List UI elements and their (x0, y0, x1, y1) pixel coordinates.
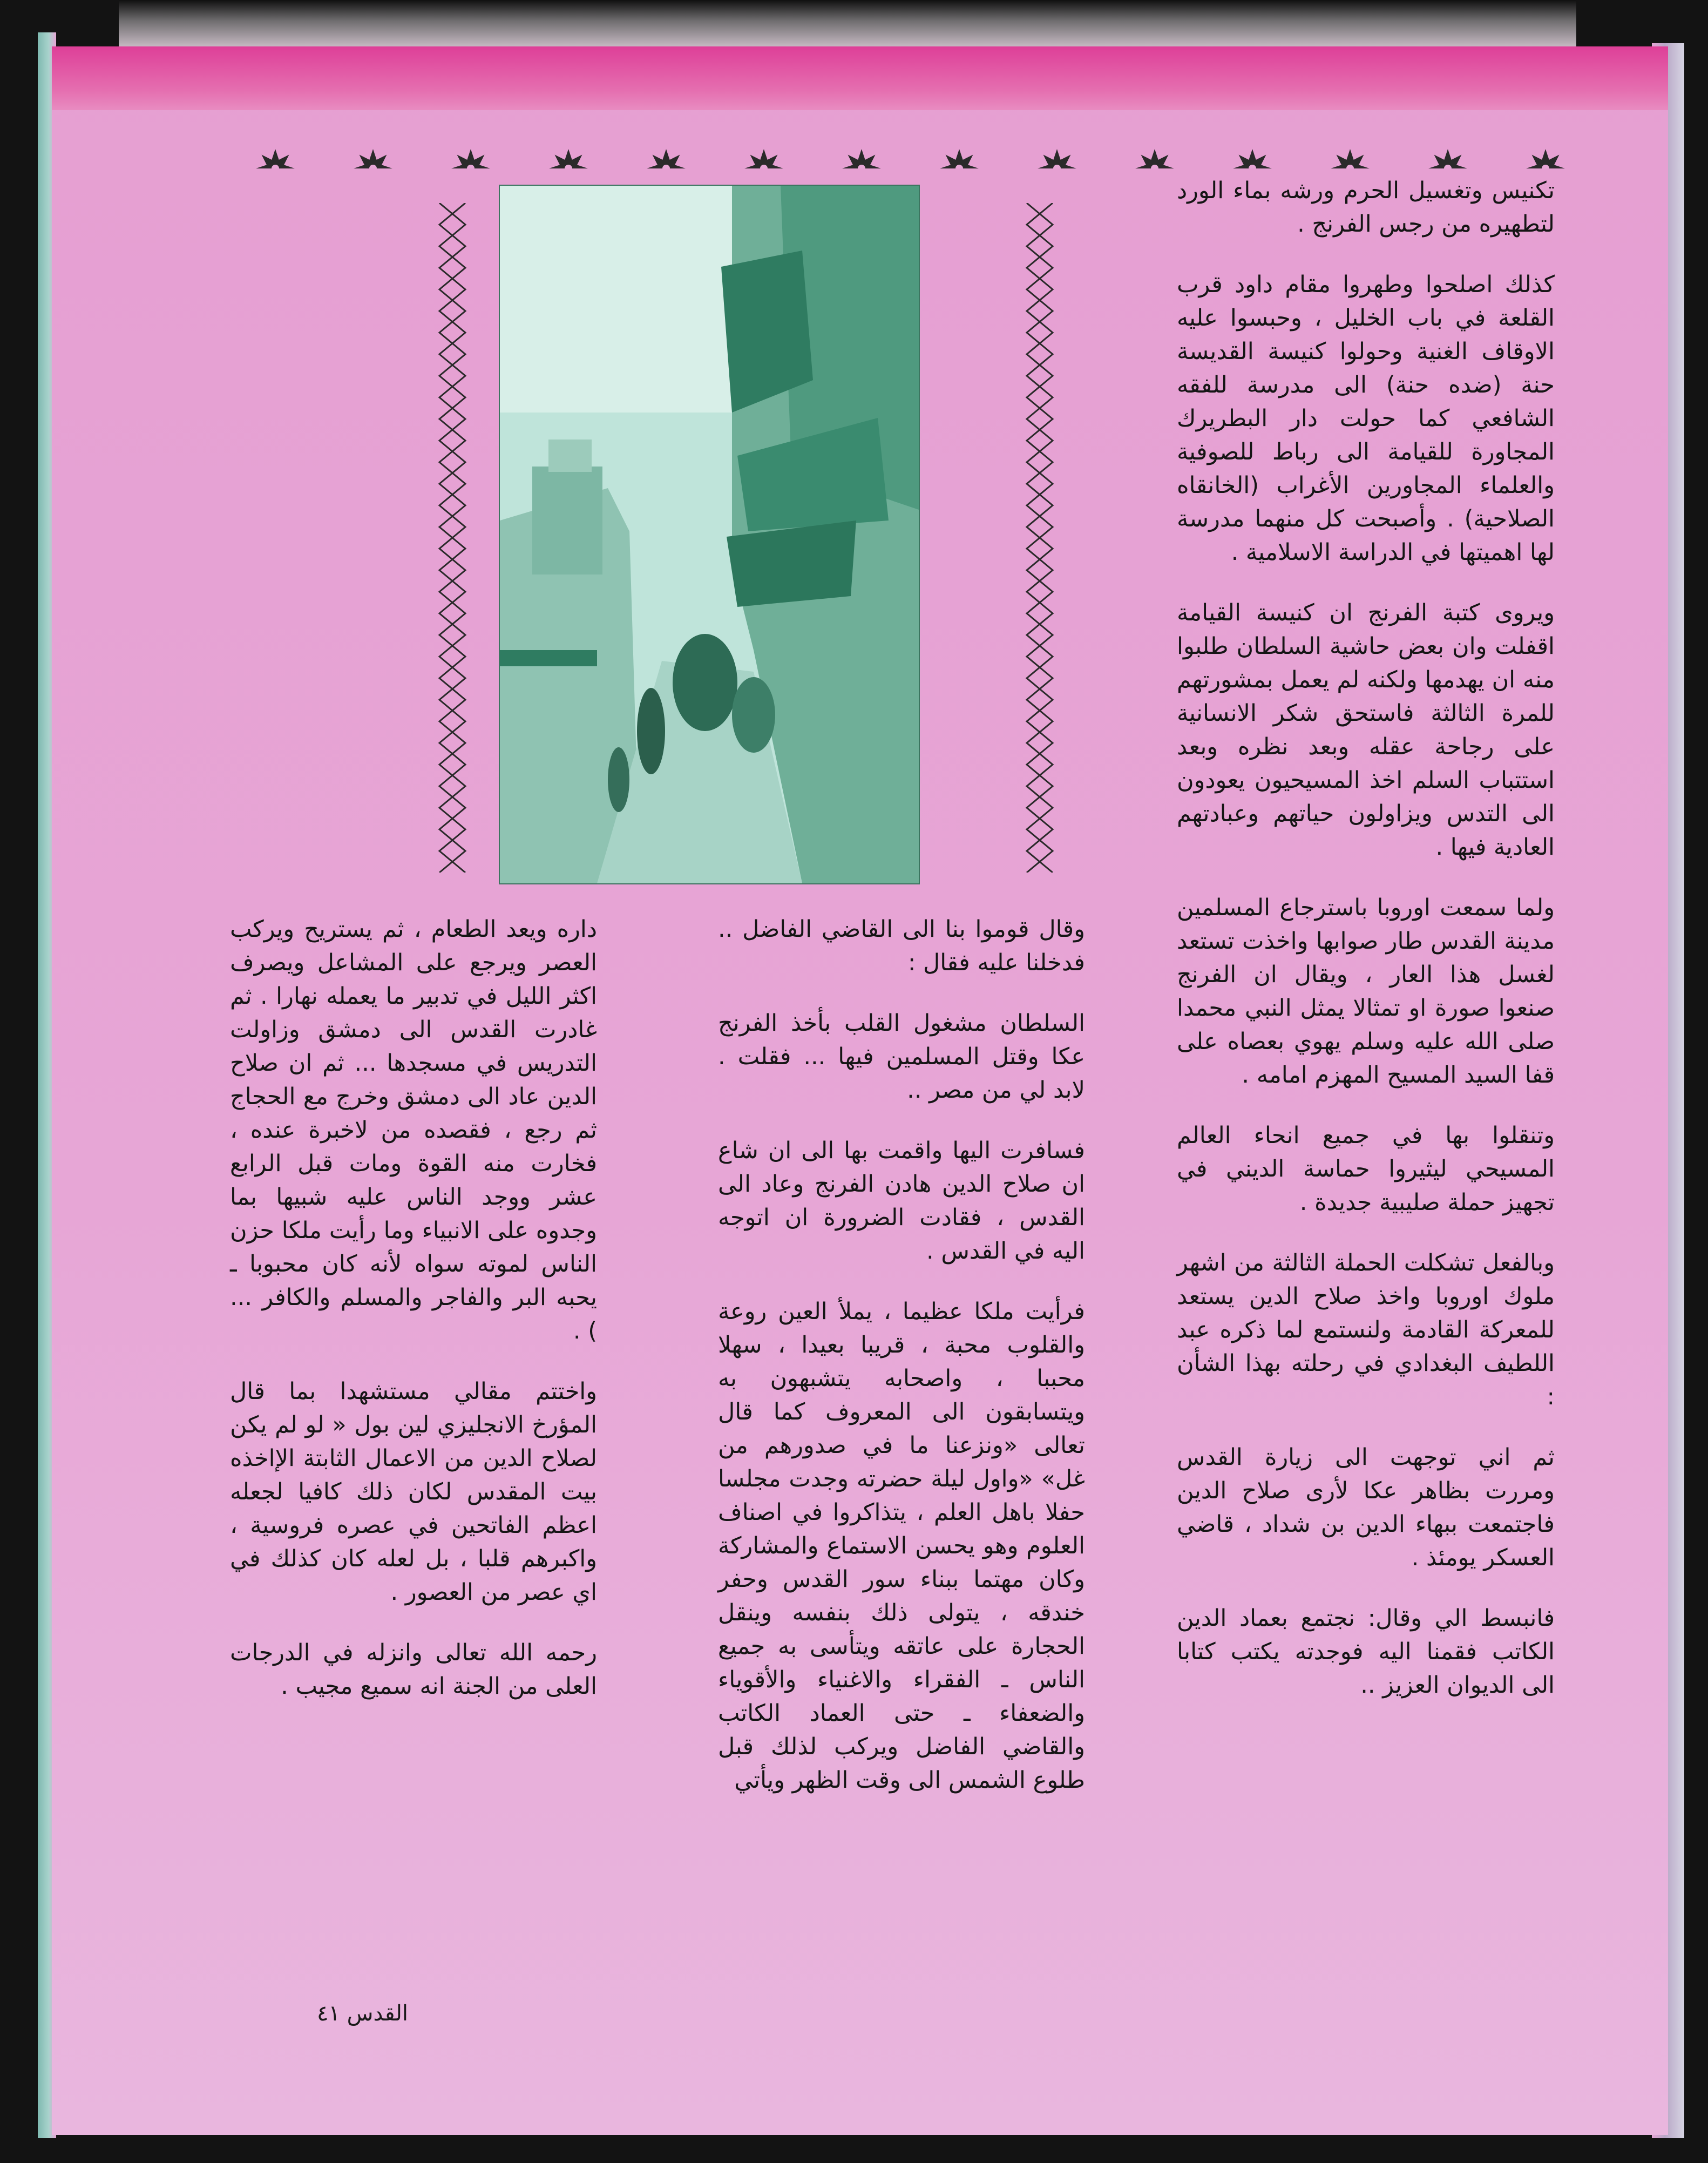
lattice-ornament-right (1024, 203, 1056, 873)
paragraph: السلطان مشغول القلب بأخذ الفرنج عكا وقتل المسلمين فيها ... فقلت . لابد لي من مصر .. (718, 1010, 1085, 1104)
street-photo-illustration (500, 186, 919, 883)
paragraph: كذلك اصلحوا وطهروا مقام داود قرب القلعة في باب الخليل ، وحبسوا عليه الاوقاف الغنية وحولوا كنيسة القديسة حنة (ضده حنة) الى مدرسة للفقه الشافعي كما حولت دار البطريرك المجاورة للقيامة الى رباط للصوفية والعلماء المجاورين الأغراب (الخانقاه الصلاحية) . وأصبحت كل منهما مدرسة لها اهميتها في الدراسة الاسلامية . (1177, 271, 1555, 566)
magazine-page (52, 46, 1668, 2135)
lattice-ornament-left (436, 203, 469, 873)
paragraph: تكنيس وتغسيل الحرم ورشه بماء الورد لتطهيره من رجس الفرنج . (1177, 177, 1555, 238)
star-ornament-row (52, 104, 1668, 168)
paragraph: رحمه الله تعالى وانزله في الدرجات العلى من الجنة انه سميع مجيب . (230, 1639, 597, 1700)
star-ornament-icon (354, 149, 392, 168)
paragraph: وتنقلوا بها في جميع انحاء العالم المسيحي ليثيروا حماسة الديني في تجهيز حملة صليبية جديدة . (1177, 1122, 1555, 1216)
paragraph: فسافرت اليها واقمت بها الى ان شاع ان صلاح الدين هادن الفرنج وعاد الى القدس ، فقادت الضرورة ان اتوجه اليه في القدس . (718, 1137, 1085, 1265)
star-ornament-icon (256, 149, 295, 168)
paragraph: وقال قوموا بنا الى القاضي الفاضل .. فدخلنا عليه فقال : (718, 916, 1085, 976)
star-ornament-icon (940, 149, 979, 168)
lattice-stroke (1027, 203, 1053, 873)
star-ornament-icon (647, 149, 686, 168)
star-ornament-icon (744, 149, 783, 168)
header-band (52, 46, 1668, 110)
star-ornament-icon (451, 149, 490, 168)
star-ornament-icon (842, 149, 881, 168)
page-folio: القدس ٤١ (316, 2001, 408, 2026)
star-ornament-icon (1331, 149, 1370, 168)
column-middle (718, 912, 1085, 1824)
star-ornament-icon (549, 149, 588, 168)
paragraph: واختتم مقالي مستشهدا بما قال المؤرخ الانجليزي لين بول « لو لم يكن لصلاح الدين من الاعمال الثابتة الإاخذه بيت المقدس لكان ذلك كافيا لجعله اعظم الفاتحين في عصره فروسية ، واكبرهم قلبا ، بل لعله كان كذلك في اي عصر من العصور . (230, 1378, 597, 1606)
paragraph: فرأيت ملكا عظيما ، يملأ العين روعة والقلوب محبة ، قريبا بعيدا ، سهلا محببا ، واصحابه يتشبهون به ويتسابقون الى المعروف كما قال تعالى «ونزعنا ما في صدورهم من غل» «واول ليلة حضرته وجدت مجلسا حفلا باهل العلم ، يتذاكروا في اصناف العلوم وهو يحسن الاستماع والمشاركة وكان مهتما ببناء سور القدس وحفر خندقه ، يتولى ذلك بنفسه وينقل الحجارة على عاتقه ويتأسى به جميع الناس ـ الفقراء والاغنياء والأقوياء والضعفاء ـ حتى العماد الكاتب والقاضي الفاضل ويركب لذلك قبل طلوع الشمس الى وقت الظهر ويأتي (718, 1298, 1085, 1794)
paragraph: ولما سمعت اوروبا باسترجاع المسلمين مدينة القدس طار صوابها واخذت تستعد لغسل هذا العار ، ويقال ان الفرنج صنعوا صورة او تمثالا يمثل النبي محمدا صلى الله عليه وسلم يهوي بعصاه على قفا السيد المسيح المهزم امامه . (1177, 894, 1555, 1089)
paragraph: داره ويعد الطعام ، ثم يستريح ويركب العصر ويرجع على المشاعل ويصرف اكثر الليل في تدبير ما يعمله نهارا . ثم غادرت القدس الى دمشق وزاولت التدريس في مسجدها ... ثم ان صلاح الدين عاد الى دمشق وخرج مع الحجاج ثم رجع ، فقصده من لاخبرة عنده ، فخارت منه القوة ومات قبل الرابع عشر ووجد الناس عليه شبيها بما وجدوه على الانبياء وما رأيت ملكا حزن الناس لموته سواه لأنه كان محبوبا ـ يحبه البر والفاجر والمسلم والكافر ... ) . (230, 916, 597, 1344)
paragraph: وبالفعل تشكلت الحملة الثالثة من اشهر ملوك اوروبا واخذ صلاح الدين يستعد للمعركة القادمة ولنستمع لما ذكره عبد اللطيف البغدادي في رحلته بهذا الشأن : (1177, 1249, 1555, 1410)
lattice-stroke (439, 203, 465, 873)
column-left (230, 912, 597, 1730)
star-ornament-icon (1038, 149, 1076, 168)
page-edge-top (119, 0, 1576, 52)
paragraph: ويروى كتبة الفرنج ان كنيسة القيامة اقفلت وان بعض حاشية السلطان طلبوا منه ان يهدمها ولكنه لم يعمل بمشورتهم للمرة الثالثة فاستحق شكر الانسانية على رجاحة عقله وبعد نظره وبعد استتباب السلم اخذ المسيحيون يعودون الى التدس ويزاولون حياتهم وعبادتهم العادية فيها . (1177, 599, 1555, 861)
star-ornament-icon (1135, 149, 1174, 168)
column-right (1177, 174, 1555, 1729)
star-ornament-icon (1428, 149, 1467, 168)
paragraph: فانبسط الي وقال: نجتمع بعماد الدين الكاتب فقمنا اليه فوجدته يكتب كتابا الى الديوان العزيز .. (1177, 1605, 1555, 1699)
star-ornament-icon (1233, 149, 1272, 168)
street-photo (499, 185, 920, 884)
paragraph: ثم اني توجهت الى زيارة القدس ومررت بظاهر عكا لأرى صلاح الدين فاجتمعت ببهاء الدين بن شداد ، قاضي العسكر يومئذ . (1177, 1444, 1555, 1571)
star-ornament-icon (1526, 149, 1565, 168)
